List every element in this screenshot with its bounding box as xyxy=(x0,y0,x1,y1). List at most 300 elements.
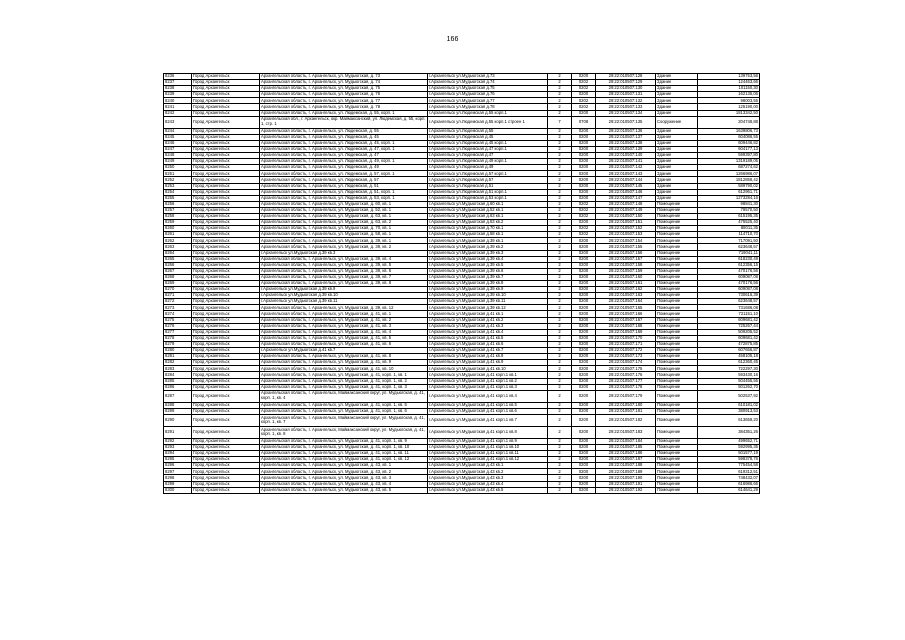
cadastral-number: 29:22:010507:158 xyxy=(596,262,656,268)
row-number: 8292 xyxy=(164,438,192,444)
address-short: г.Архангельск ул.Мудьюгская д.39 кв.10 xyxy=(428,293,548,299)
address-full: Архангельская область, г. Архангельск, ул. Мудьюгская, д. 39, кв. 12 xyxy=(260,305,428,311)
cadastral-number: 29:22:010507:144 xyxy=(596,177,656,183)
use-code: 0200 xyxy=(572,244,596,250)
object-kind: Помещение xyxy=(656,305,698,311)
cadastral-number: 29:22:010507:149 xyxy=(596,207,656,213)
address-full: Архангельская область, г. Архангельск, ул. Мудьюгская, д. 43, кв. 2 xyxy=(260,469,428,475)
address-full: Архангельская область, г. Архангельск, ул. Мудьюгская, д. 70, кв. 1 xyxy=(260,226,428,232)
row-number: 8255 xyxy=(164,195,192,201)
municipality: Город Архангельск xyxy=(192,226,260,232)
row-number: 8298 xyxy=(164,475,192,481)
cadastral-value: 610181,02 xyxy=(698,402,760,408)
type-code: 2 xyxy=(548,444,572,450)
object-kind: Помещение xyxy=(656,438,698,444)
row-number: 8285 xyxy=(164,378,192,384)
cadastral-value: 79570,50 xyxy=(698,207,760,213)
row-number: 8242 xyxy=(164,110,192,116)
object-kind: Помещение xyxy=(656,487,698,493)
object-kind: Помещение xyxy=(656,390,698,402)
municipality: Город Архангельск xyxy=(192,487,260,493)
cadastral-value: 612961,71 xyxy=(698,189,760,195)
address-full: Архангельская область, г. Архангельск, ул. Мудьюгская, д. 74 xyxy=(260,80,428,86)
row-number: 8244 xyxy=(164,128,192,134)
address-full: г.Архангельск ул.Мудьюгская д.41 кв.7 xyxy=(260,348,428,354)
address-full: Архангельская область, г. Архангельск, ул. Мудьюгская, д. 39, кв. 5 xyxy=(260,262,428,268)
row-number: 8294 xyxy=(164,451,192,457)
object-kind: Здание xyxy=(656,146,698,152)
municipality: Город Архангельск xyxy=(192,360,260,366)
address-short: г.Архангельск ул.Людемская д.47 xyxy=(428,153,548,159)
cadastral-number: 29:22:010507:131 xyxy=(596,92,656,98)
type-code: 2 xyxy=(548,335,572,341)
object-kind: Помещение xyxy=(656,207,698,213)
cadastral-value: 124463,66 xyxy=(698,80,760,86)
object-kind: Помещение xyxy=(656,335,698,341)
address-short: г.Архангельск ул.Мудьюгская д.43 кв.2 xyxy=(428,469,548,475)
row-number: 8245 xyxy=(164,134,192,140)
cadastral-number: 29:22:010507:155 xyxy=(596,244,656,250)
cadastral-number: 29:22:010507:169 xyxy=(596,329,656,335)
address-short: г.Архангельск ул.Людемская д.55 корп.1 xyxy=(428,110,548,116)
municipality: Город Архангельск xyxy=(192,372,260,378)
address-full: Архангельская область, г. Архангельск, ул. Мудьюгская, д. 60, кв. 1 xyxy=(260,201,428,207)
use-code: 0200 xyxy=(572,402,596,408)
address-full: Архангельская область, г. Архангельск, ул. Мудьюгская, д. 41, корп. 1, кв. 2 xyxy=(260,378,428,384)
row-number: 8279 xyxy=(164,341,192,347)
object-kind: Здание xyxy=(656,134,698,140)
address-short: г.Архангельск ул.Мудьюгская д.39 кв.3 xyxy=(428,250,548,256)
municipality: Город Архангельск xyxy=(192,98,260,104)
cadastral-number: 29:22:010507:133 xyxy=(596,104,656,110)
municipality: Город Архангельск xyxy=(192,402,260,408)
cadastral-value: 722297,30 xyxy=(698,366,760,372)
address-full: Архангельская область, г. Архангельск, ул. Людемская, д. 49, корп. 1 xyxy=(260,159,428,165)
address-short: г.Архангельск ул.Мудьюгская д.43 кв.1 xyxy=(428,463,548,469)
municipality: Город Архангельск xyxy=(192,293,260,299)
object-kind: Помещение xyxy=(656,262,698,268)
row-number: 8264 xyxy=(164,250,192,256)
municipality: Город Архангельск xyxy=(192,281,260,287)
row-number: 8247 xyxy=(164,146,192,152)
object-kind: Помещение xyxy=(656,402,698,408)
type-code: 2 xyxy=(548,171,572,177)
municipality: Город Архангельск xyxy=(192,457,260,463)
cadastral-number: 29:22:010507:138 xyxy=(596,140,656,146)
address-short: г.Архангельск ул.Мудьюгская д.41 корп.1 кв.7 xyxy=(428,414,548,426)
cadastral-value: 592995,35 xyxy=(698,444,760,450)
address-full: Архангельская область, г. Архангельск, ул. Людемская, д. 51, корп. 1 xyxy=(260,189,428,195)
address-short: г.Архангельск ул.Мудьюгская д.78 xyxy=(428,104,548,110)
object-kind: Помещение xyxy=(656,323,698,329)
cadastral-number: 29:22:010507:171 xyxy=(596,341,656,347)
address-full: Архангельская область, г. Архангельск, ул. Мудьюгская, д. 41, корп. 1, кв. 5 xyxy=(260,402,428,408)
municipality: Город Архангельск xyxy=(192,86,260,92)
use-code: 0200 xyxy=(572,74,596,80)
object-kind: Помещение xyxy=(656,213,698,219)
row-number: 8238 xyxy=(164,86,192,92)
cadastral-value: 731686,08 xyxy=(698,305,760,311)
use-code: 0200 xyxy=(572,378,596,384)
type-code: 2 xyxy=(548,189,572,195)
address-short: г.Архангельск ул.Мудьюгская д.63 кв.1 xyxy=(428,213,548,219)
type-code: 7 xyxy=(548,116,572,128)
object-kind: Помещение xyxy=(656,481,698,487)
cadastral-number: 29:22:010507:128 xyxy=(596,74,656,80)
type-code: 2 xyxy=(548,153,572,159)
use-code: 0202 xyxy=(572,226,596,232)
cadastral-value: 614641,29 xyxy=(698,487,760,493)
cadastral-number: 29:22:010507:143 xyxy=(596,171,656,177)
row-number: 8286 xyxy=(164,384,192,390)
type-code: 2 xyxy=(548,408,572,414)
object-kind: Помещение xyxy=(656,287,698,293)
cadastral-value: 502537,92 xyxy=(698,390,760,402)
type-code: 2 xyxy=(548,207,572,213)
object-kind: Помещение xyxy=(656,311,698,317)
use-code: 0200 xyxy=(572,481,596,487)
cadastral-number: 29:22:010507:189 xyxy=(596,469,656,475)
object-kind: Помещение xyxy=(656,457,698,463)
use-code: 0200 xyxy=(572,159,596,165)
address-short: г.Архангельск ул.Мудьюгская д.41 корп.1 кв.3 xyxy=(428,384,548,390)
object-kind: Здание xyxy=(656,140,698,146)
type-code: 2 xyxy=(548,457,572,463)
row-number: 8281 xyxy=(164,354,192,360)
municipality: Город Архангельск xyxy=(192,299,260,305)
address-full: Архангельская область, г. Архангельск, ул. Людемская, д. 57, корп. 1 xyxy=(260,171,428,177)
cadastral-number: 29:22:010507:177 xyxy=(596,378,656,384)
address-full: г.Архангельск ул.Мудьюгская д.39 кв.11 xyxy=(260,299,428,305)
type-code: 2 xyxy=(548,487,572,493)
address-short: г.Архангельск ул.Мудьюгская д.39 кв.7 xyxy=(428,274,548,280)
object-kind: Помещение xyxy=(656,414,698,426)
row-number: 8253 xyxy=(164,183,192,189)
cadastral-value: 509205,52 xyxy=(698,329,760,335)
type-code: 2 xyxy=(548,299,572,305)
municipality: Город Архангельск xyxy=(192,159,260,165)
address-full: Архангельская область, г. Архангельск, ул. Мудьюгская, д. 41, корп. 1, кв. 1 xyxy=(260,372,428,378)
row-number: 8272 xyxy=(164,299,192,305)
row-number: 8261 xyxy=(164,232,192,238)
address-full: Архангельская область, г. Архангельск, ул. Мудьюгская, д. 41, кв. 5 xyxy=(260,335,428,341)
use-code: 0708 xyxy=(572,116,596,128)
cadastral-value: 204748,88 xyxy=(698,116,760,128)
cadastral-value: 609681,42 xyxy=(698,317,760,323)
object-kind: Помещение xyxy=(656,268,698,274)
type-code: 2 xyxy=(548,323,572,329)
row-number: 8300 xyxy=(164,487,192,493)
address-short: г.Архангельск ул.Мудьюгская д.41 корп.1 кв.4 xyxy=(428,390,548,402)
object-kind: Здание xyxy=(656,195,698,201)
row-number: 8271 xyxy=(164,293,192,299)
object-kind: Здание xyxy=(656,92,698,98)
cadastral-number: 29:22:010507:182 xyxy=(596,414,656,426)
address-full: Архангельская область, г. Архангельск, ул. Мудьюгская, д. 39, кв. 8 xyxy=(260,281,428,287)
type-code: 2 xyxy=(548,165,572,171)
cadastral-value: 125190,00 xyxy=(698,104,760,110)
type-code: 2 xyxy=(548,372,572,378)
row-number: 8291 xyxy=(164,426,192,438)
type-code: 2 xyxy=(548,220,572,226)
use-code: 0200 xyxy=(572,256,596,262)
use-code: 0200 xyxy=(572,293,596,299)
municipality: Город Архангельск xyxy=(192,414,260,426)
use-code: 0200 xyxy=(572,220,596,226)
object-kind: Здание xyxy=(656,80,698,86)
municipality: Город Архангельск xyxy=(192,317,260,323)
row-number: 8241 xyxy=(164,104,192,110)
address-full: Архангельская область, г. Архангельск, ул. Мудьюгская, д. 39, кв. 7 xyxy=(260,274,428,280)
municipality: Город Архангельск xyxy=(192,426,260,438)
cadastral-value: 717091,50 xyxy=(698,238,760,244)
address-full: Архангельская область, г. Архангельск, ул. Мудьюгская, д. 39, кв. 2 xyxy=(260,244,428,250)
row-number: 8263 xyxy=(164,244,192,250)
row-number: 8297 xyxy=(164,469,192,475)
municipality: Город Архангельск xyxy=(192,390,260,402)
use-code: 0200 xyxy=(572,475,596,481)
cadastral-value: 501577,19 xyxy=(698,451,760,457)
object-kind: Помещение xyxy=(656,244,698,250)
use-code: 0200 xyxy=(572,299,596,305)
use-code: 0200 xyxy=(572,274,596,280)
cadastral-value: 98841,30 xyxy=(698,201,760,207)
municipality: Город Архангельск xyxy=(192,207,260,213)
cadastral-value: 725267,44 xyxy=(698,323,760,329)
address-full: Архангельская область, г. Архангельск, ул. Мудьюгская, д. 73 xyxy=(260,74,428,80)
cadastral-number: 29:22:010507:129 xyxy=(596,80,656,86)
object-kind: Помещение xyxy=(656,469,698,475)
municipality: Город Архангельск xyxy=(192,238,260,244)
object-kind: Помещение xyxy=(656,475,698,481)
cadastral-value: 501262,70 xyxy=(698,384,760,390)
object-kind: Помещение xyxy=(656,256,698,262)
municipality: Город Архангельск xyxy=(192,92,260,98)
cadastral-number: 29:22:010507:132 xyxy=(596,98,656,104)
address-short: г.Архангельск ул.Мудьюгская д.41 корп.1 кв.12 xyxy=(428,457,548,463)
address-short: г.Архангельск ул.Мудьюгская д.41 кв.1 xyxy=(428,311,548,317)
type-code: 2 xyxy=(548,183,572,189)
municipality: Город Архангельск xyxy=(192,244,260,250)
object-kind: Помещение xyxy=(656,329,698,335)
municipality: Город Архангельск xyxy=(192,475,260,481)
cadastral-number: 29:22:010507:141 xyxy=(596,159,656,165)
address-full: г.Архангельск ул.Мудьюгская д.39 кв.3 xyxy=(260,250,428,256)
address-short: г.Архангельск ул.Мудьюгская д.73 xyxy=(428,74,548,80)
address-full: Архангельская обл., г. Архангельск, окр. Маймаксанский, ул. Людемская, д. 55, корп. 1, стр. 1 xyxy=(261,116,426,127)
address-short: г.Архангельск ул.Мудьюгская д.70 кв.1 xyxy=(428,226,548,232)
use-code: 0202 xyxy=(572,86,596,92)
cadastral-number: 29:22:010507:142 xyxy=(596,165,656,171)
type-code: 2 xyxy=(548,256,572,262)
object-kind: Помещение xyxy=(656,360,698,366)
row-number: 8258 xyxy=(164,213,192,219)
cadastral-number: 29:22:010507:184 xyxy=(596,438,656,444)
row-number: 8249 xyxy=(164,159,192,165)
cadastral-number: 29:22:010507:134 xyxy=(596,110,656,116)
cadastral-number: 29:22:010507:192 xyxy=(596,487,656,493)
cadastral-number: 29:22:010507:151 xyxy=(596,220,656,226)
address-full: Архангельская область, г. Архангельск, Маймаксанский округ, ул. Мудьюгская, д. 41, корп. 1, кв. 8 xyxy=(260,426,428,438)
type-code: 2 xyxy=(548,354,572,360)
object-kind: Здание xyxy=(656,104,698,110)
cadastral-value: 1813342,50 xyxy=(698,110,760,116)
use-code: 0200 xyxy=(572,457,596,463)
row-number: 8269 xyxy=(164,281,192,287)
cadastral-value: 114710,70 xyxy=(698,232,760,238)
address-short: г.Архангельск ул.Мудьюгская д.60 кв.1 xyxy=(428,201,548,207)
address-short: г.Архангельск ул.Мудьюгская д.39 кв.11 xyxy=(428,299,548,305)
type-code: 2 xyxy=(548,475,572,481)
cadastral-value: 475525,40 xyxy=(698,220,760,226)
type-code: 2 xyxy=(548,195,572,201)
use-code: 0200 xyxy=(572,414,596,426)
row-number: 8254 xyxy=(164,189,192,195)
address-short: г.Архангельск ул.Мудьюгская д.41 кв.8 xyxy=(428,354,548,360)
cadastral-value: 618230,49 xyxy=(698,256,760,262)
object-kind: Здание xyxy=(656,153,698,159)
municipality: Город Архангельск xyxy=(192,438,260,444)
municipality: Город Архангельск xyxy=(192,177,260,183)
address-short: г.Архангельск ул.Мудьюгская д.39 кв.6 xyxy=(428,268,548,274)
row-number: 8237 xyxy=(164,80,192,86)
cadastral-number: 29:22:010507:174 xyxy=(596,360,656,366)
municipality: Город Архангельск xyxy=(192,171,260,177)
municipality: Город Архангельск xyxy=(192,250,260,256)
address-full: Архангельская область, г. Архангельск, ул. Мудьюгская, д. 39, кв. 6 xyxy=(260,268,428,274)
type-code: 2 xyxy=(548,268,572,274)
cadastral-number: 29:22:010507:154 xyxy=(596,238,656,244)
type-code: 2 xyxy=(548,463,572,469)
row-number: 8240 xyxy=(164,98,192,104)
municipality: Город Архангельск xyxy=(192,165,260,171)
use-code: 0200 xyxy=(572,262,596,268)
use-code: 0200 xyxy=(572,311,596,317)
address-short: г.Архангельск ул.Мудьюгская д.63 кв.2 xyxy=(428,220,548,226)
row-number: 8270 xyxy=(164,287,192,293)
object-kind: Помещение xyxy=(656,372,698,378)
cadastral-number: 29:22:010507:181 xyxy=(596,408,656,414)
object-kind: Здание xyxy=(656,86,698,92)
address-full: Архангельская область, г. Архангельск, ул. Мудьюгская, д. 41, кв. 9 xyxy=(260,360,428,366)
cadastral-number: 29:22:010507:150 xyxy=(596,213,656,219)
use-code: 0200 xyxy=(572,287,596,293)
type-code: 2 xyxy=(548,305,572,311)
address-short: г.Архангельск ул.Людемская д.45 xyxy=(428,134,548,140)
type-code: 2 xyxy=(548,281,572,287)
cadastral-number: 29:22:010507:161 xyxy=(596,281,656,287)
type-code: 2 xyxy=(548,341,572,347)
type-code: 2 xyxy=(548,366,572,372)
cadastral-number: 29:22:010507:165 xyxy=(596,305,656,311)
use-code: 0202 xyxy=(572,104,596,110)
municipality: Город Архангельск xyxy=(192,189,260,195)
use-code: 0200 xyxy=(572,354,596,360)
address-short: г.Архангельск ул.Мудьюгская д.41 кв.5 xyxy=(428,335,548,341)
cadastral-value: 604177,13 xyxy=(698,146,760,152)
use-code: 0202 xyxy=(572,232,596,238)
row-number: 8239 xyxy=(164,92,192,98)
cadastral-value: 623648,57 xyxy=(698,299,760,305)
type-code: 2 xyxy=(548,414,572,426)
cadastral-value: 101150,30 xyxy=(698,86,760,92)
type-code: 2 xyxy=(548,250,572,256)
use-code: 0200 xyxy=(572,366,596,372)
table-row xyxy=(164,390,760,402)
address-short: г.Архангельск ул.Людемская д.51 xyxy=(428,183,548,189)
address-full: г.Архангельск ул.Мудьюгская д.39 кв.10 xyxy=(260,293,428,299)
municipality: Город Архангельск xyxy=(192,378,260,384)
address-full: Архангельская область, г. Архангельск, ул. Мудьюгская, д. 41, кв. 4 xyxy=(260,329,428,335)
municipality: Город Архангельск xyxy=(192,481,260,487)
row-number: 8267 xyxy=(164,268,192,274)
row-number: 8278 xyxy=(164,335,192,341)
municipality: Город Архангельск xyxy=(192,354,260,360)
cadastral-number: 29:22:010507:159 xyxy=(596,268,656,274)
object-kind: Помещение xyxy=(656,463,698,469)
table-row xyxy=(164,426,760,438)
cadastral-value: 384351,26 xyxy=(698,426,760,438)
cadastral-value: 1273284,16 xyxy=(698,195,760,201)
use-code: 0200 xyxy=(572,438,596,444)
object-kind: Помещение xyxy=(656,232,698,238)
row-number: 8283 xyxy=(164,366,192,372)
municipality: Город Архангельск xyxy=(192,262,260,268)
row-number: 8280 xyxy=(164,348,192,354)
row-number: 8248 xyxy=(164,153,192,159)
cadastral-value: 612360,45 xyxy=(698,360,760,366)
municipality: Город Архангельск xyxy=(192,195,260,201)
type-code: 2 xyxy=(548,378,572,384)
municipality: Город Архангельск xyxy=(192,469,260,475)
use-code: 0200 xyxy=(572,195,596,201)
cadastral-value: 470176,56 xyxy=(698,268,760,274)
municipality: Город Архангельск xyxy=(192,341,260,347)
address-short: г.Архангельск ул.Мудьюгская д.43 кв.5 xyxy=(428,487,548,493)
type-code: 2 xyxy=(548,213,572,219)
address-short: г.Архангельск ул.Мудьюгская д.75 xyxy=(428,86,548,92)
type-code: 2 xyxy=(548,402,572,408)
cadastral-number: 29:22:010507:175 xyxy=(596,366,656,372)
cadastral-number: 29:22:010507:162 xyxy=(596,287,656,293)
municipality: Город Архангельск xyxy=(192,329,260,335)
object-kind: Помещение xyxy=(656,408,698,414)
address-short: г.Архангельск ул.Людемская д.57 корп.1 xyxy=(428,171,548,177)
type-code: 2 xyxy=(548,86,572,92)
address-short: г.Архангельск ул.Мудьюгская д.39 кв.8 xyxy=(428,281,548,287)
object-kind: Помещение xyxy=(656,341,698,347)
cadastral-number: 29:22:010507:190 xyxy=(596,475,656,481)
object-kind: Помещение xyxy=(656,384,698,390)
address-full: Архангельская область, г. Архангельск, ул. Людемская, д. 45 xyxy=(260,134,428,140)
object-kind: Здание xyxy=(656,74,698,80)
cadastral-number: 29:22:010507:146 xyxy=(596,189,656,195)
use-code: 0200 xyxy=(572,372,596,378)
address-full: Архангельская область, г. Архангельск, ул. Мудьюгская, д. 41, корп. 1, кв. 9 xyxy=(260,438,428,444)
type-code: 2 xyxy=(548,244,572,250)
cadastral-value: 589790,02 xyxy=(698,183,760,189)
object-kind: Сооружение xyxy=(656,116,698,128)
use-code: 0200 xyxy=(572,451,596,457)
address-full: Архангельская область, г. Архангельск, ул. Людемская, д. 53, корп. 1 xyxy=(260,195,428,201)
cadastral-number: 29:22:010507:137 xyxy=(596,134,656,140)
address-short: г.Архангельск ул.Людемская д.45 корп.1 xyxy=(428,140,548,146)
type-code: 2 xyxy=(548,159,572,165)
cadastral-value: 593430,16 xyxy=(698,372,760,378)
use-code: 0200 xyxy=(572,134,596,140)
address-full: Архангельская область, г. Архангельск, ул. Мудьюгская, д. 43, кв. 4 xyxy=(260,481,428,487)
cadastral-value: 748432,07 xyxy=(698,475,760,481)
